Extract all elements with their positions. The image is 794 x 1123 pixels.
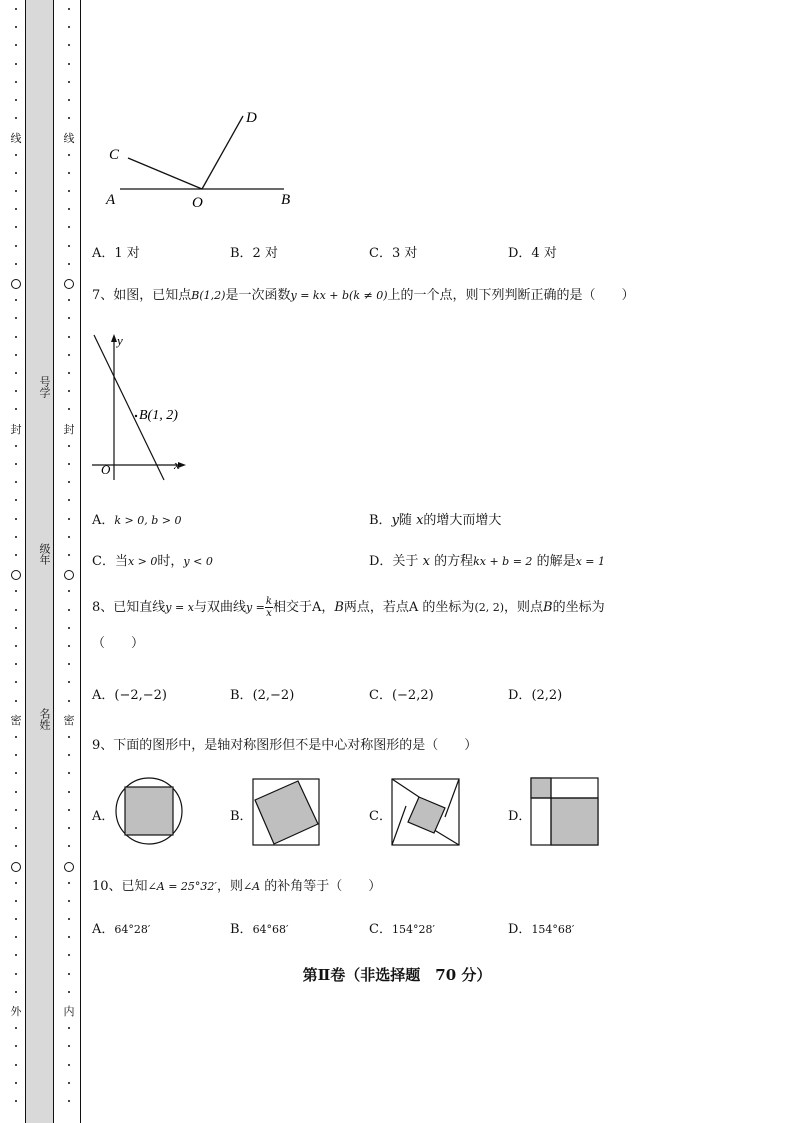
ray-oc: [128, 158, 202, 189]
margin-dot: [15, 1064, 17, 1066]
q10-text-b: ，则: [216, 879, 243, 894]
margin-dot: [15, 499, 17, 501]
margin-dot: [68, 408, 70, 410]
margin-char-inner-mi: 密: [63, 714, 75, 727]
margin-dot: [68, 809, 70, 811]
q7-number: 7、: [92, 288, 114, 303]
q8-option-b-label: B．: [230, 688, 253, 703]
margin-label-name: 名姓: [38, 708, 51, 730]
margin-dot: [68, 263, 70, 265]
label-c: C: [109, 147, 120, 163]
q7-option-b-mid: 随: [398, 513, 412, 528]
q9-figure-c: [391, 778, 461, 846]
q8-text-e: ，则点: [504, 600, 544, 615]
margin-label-student-number: 号学: [38, 376, 51, 398]
margin-dot: [15, 372, 17, 374]
q9-figure-a: [113, 776, 185, 846]
q7-option-b-x: x: [416, 513, 424, 528]
margin-dot: [15, 1100, 17, 1102]
margin-dot: [68, 845, 70, 847]
q7-option-d-tail: 的解是: [536, 554, 576, 569]
q9-option-d-label: D．: [508, 809, 532, 824]
q10-option-a-value: 64°28′: [114, 923, 151, 936]
margin-dot: [15, 481, 17, 483]
margin-border-left: [25, 0, 26, 1123]
margin-dot: [68, 1082, 70, 1084]
margin-dot: [15, 1082, 17, 1084]
margin-dot: [68, 627, 70, 629]
margin-char-outer-mi: 密: [10, 714, 22, 727]
margin-circle: [11, 570, 21, 580]
q7-option-d-mid: 的方程: [434, 554, 474, 569]
margin-circle: [11, 279, 21, 289]
margin-dot: [15, 536, 17, 538]
q7-option-c-math1: x > 0: [127, 555, 158, 568]
inner-dot-column: [62, 0, 76, 1123]
q8-text-d: 两点，若点A 的坐标为: [343, 600, 475, 615]
q9-figure-b: [252, 778, 322, 846]
q10-option-d-value: 154°68′: [531, 923, 575, 936]
margin-border-right: [80, 0, 81, 1123]
margin-dot: [68, 954, 70, 956]
q10-angle: ∠A = 25°32′: [147, 880, 217, 893]
margin-dot: [15, 190, 17, 192]
margin-dot: [15, 445, 17, 447]
margin-dot: [68, 791, 70, 793]
q7-option-d-x: x: [422, 554, 430, 569]
margin-dot: [15, 390, 17, 392]
margin-dot: [15, 26, 17, 28]
margin-dot: [15, 754, 17, 756]
margin-dot: [68, 1100, 70, 1102]
margin-dot: [68, 936, 70, 938]
ray-od: [202, 116, 243, 189]
margin-char-inner-nei: 内: [63, 1005, 75, 1018]
margin-dot: [68, 554, 70, 556]
margin-dot: [68, 590, 70, 592]
margin-dot: [68, 245, 70, 247]
q8-line: y = x: [165, 601, 194, 614]
q8-text-f: 的坐标为: [552, 600, 605, 615]
margin-dot: [68, 372, 70, 374]
q9-option-c-label: C．: [369, 809, 392, 824]
margin-dot: [15, 245, 17, 247]
q8-fraction-den: x: [266, 608, 272, 619]
q10-option-c-label: C．: [369, 922, 392, 937]
margin-dot: [15, 299, 17, 301]
q9-stem: 9、下面的图形中，是轴对称图形但不是中心对称图形的是（ ）: [92, 738, 478, 753]
margin-dot: [15, 1027, 17, 1029]
q10-option-b-label: B．: [230, 922, 253, 937]
margin-dot: [68, 1064, 70, 1066]
margin-char-inner-xian: 线: [63, 132, 75, 145]
q10-option-c-value: 154°28′: [391, 923, 435, 936]
q8-option-c-value: (−2,2): [391, 688, 434, 703]
margin-dot: [15, 590, 17, 592]
q7-option-b-tail: 的增大而增大: [423, 513, 502, 528]
q8-option-c-label: C．: [369, 688, 392, 703]
margin-dot: [15, 44, 17, 46]
q7-option-d-label: D．关于: [369, 554, 419, 569]
q10-option-d-label: D．: [508, 922, 532, 937]
margin-dot: [15, 827, 17, 829]
q9-option-a-label: A．: [92, 809, 115, 824]
angle-figure: [98, 104, 308, 214]
q10-option-d: [508, 918, 574, 937]
q8-option-b: [230, 684, 294, 703]
q6-option-a: A．1 对: [92, 246, 140, 261]
margin-dot: [15, 627, 17, 629]
q10-option-a-label: A．: [92, 922, 115, 937]
margin-dot: [15, 1045, 17, 1047]
margin-dot: [15, 882, 17, 884]
margin-circle: [64, 570, 74, 580]
margin-dot: [15, 772, 17, 774]
margin-dot: [15, 172, 17, 174]
margin-dot: [68, 991, 70, 993]
graph-x-label: x: [174, 457, 180, 472]
q8-option-d-value: (2,2): [531, 688, 563, 703]
q7-option-a-label: A．: [92, 513, 115, 528]
point-b: [135, 415, 137, 417]
margin-dot: [68, 645, 70, 647]
margin-dot: [15, 336, 17, 338]
margin-dot: [15, 918, 17, 920]
margin-dot: [15, 263, 17, 265]
margin-dot: [15, 226, 17, 228]
margin-dot: [15, 845, 17, 847]
margin-dot: [68, 609, 70, 611]
q7-option-d-eq: kx + b = 2: [473, 555, 533, 568]
margin-dot: [15, 408, 17, 410]
q8-option-d: [508, 684, 562, 703]
q10-stem: [92, 875, 381, 894]
margin-circle: [64, 279, 74, 289]
q7-option-c-math2: y < 0: [183, 555, 213, 568]
graph-origin-label: O: [101, 462, 111, 477]
margin-dot: [68, 117, 70, 119]
margin-dot: [15, 663, 17, 665]
margin-circle: [64, 862, 74, 872]
q8-option-a-value: (−2,−2): [114, 688, 167, 703]
margin-dot: [68, 1027, 70, 1029]
margin-dot: [15, 117, 17, 119]
margin-dot: [68, 8, 70, 10]
label-d: D: [246, 110, 257, 126]
margin-dot: [68, 354, 70, 356]
margin-dot: [68, 827, 70, 829]
margin-dot: [15, 354, 17, 356]
margin-dot: [15, 700, 17, 702]
q8-hyp-lhs: y =: [245, 601, 265, 614]
margin-dot: [15, 645, 17, 647]
q8-text-c: 相交于A，: [272, 600, 335, 615]
margin-dot: [68, 772, 70, 774]
q10-text-a: 已知: [121, 879, 148, 894]
margin-circle: [11, 862, 21, 872]
q7-option-b-label: B．: [369, 513, 392, 528]
outer-dot-column: [9, 0, 23, 1123]
margin-dot: [15, 809, 17, 811]
margin-dot: [68, 754, 70, 756]
margin-dot: [68, 190, 70, 192]
margin-dot: [68, 44, 70, 46]
margin-dot: [68, 226, 70, 228]
margin-border-mid: [53, 0, 54, 1123]
q7-text-b: 是一次函数: [225, 288, 291, 303]
margin-dot: [68, 481, 70, 483]
margin-dot: [15, 736, 17, 738]
q7-option-a: [92, 509, 182, 528]
q8-option-d-label: D．: [508, 688, 532, 703]
margin-dot: [68, 882, 70, 884]
margin-dot: [68, 918, 70, 920]
q8-text-b: 与双曲线: [193, 600, 246, 615]
q8-fraction: [265, 596, 273, 619]
q7-stem: [92, 284, 635, 303]
q8-option-b-value: (2,−2): [252, 688, 295, 703]
margin-dot: [68, 336, 70, 338]
graph-y-label: y: [117, 333, 123, 348]
margin-dot: [15, 954, 17, 956]
q8-option-a-label: A．: [92, 688, 115, 703]
label-b: B: [281, 192, 291, 208]
margin-dot: [15, 208, 17, 210]
margin-dot: [68, 26, 70, 28]
margin-dot: [15, 81, 17, 83]
q7-option-a-math: k > 0, b > 0: [114, 514, 182, 527]
q8-text-a: 已知直线: [113, 600, 166, 615]
margin-dot: [68, 317, 70, 319]
margin-dot: [15, 63, 17, 65]
margin-dot: [68, 172, 70, 174]
q8-b-letter2: B: [543, 600, 553, 615]
q8-paren: （ ）: [92, 636, 145, 651]
q10-text-c: 的补角等于（ ）: [264, 879, 382, 894]
margin-char-outer-wai: 外: [10, 1005, 22, 1018]
margin-char-inner-feng: 封: [63, 423, 75, 436]
margin-dot: [68, 154, 70, 156]
margin-dot: [15, 791, 17, 793]
q7-option-d-sol: x = 1: [575, 555, 605, 568]
q6-option-d: D．4 对: [508, 246, 557, 261]
margin-dot: [68, 518, 70, 520]
margin-char-outer-xian: 线: [10, 132, 22, 145]
q10-option-c: [369, 918, 435, 937]
margin-dot: [68, 63, 70, 65]
q7-option-c-label: C．当: [92, 554, 128, 569]
margin-dot: [68, 700, 70, 702]
q10-option-b: [230, 918, 289, 937]
q7-text-a: 如图，已知点: [113, 288, 192, 303]
graph-point-label: B(1, 2): [139, 408, 178, 423]
margin-dot: [15, 554, 17, 556]
margin-dot: [15, 463, 17, 465]
label-o: O: [192, 195, 203, 211]
margin-dot: [68, 445, 70, 447]
q8-option-a: [92, 684, 167, 703]
q10-option-a: [92, 918, 150, 937]
margin-dot: [68, 208, 70, 210]
section-title: 第Ⅱ卷（非选择题 70 分）: [302, 966, 492, 984]
margin-dot: [68, 663, 70, 665]
margin-dot: [68, 299, 70, 301]
margin-dot: [68, 99, 70, 101]
q6-option-b: B．2 对: [230, 246, 278, 261]
q10-number: 10、: [92, 879, 122, 894]
q7-graph: [88, 330, 198, 482]
margin-dot: [15, 936, 17, 938]
margin-dot: [68, 736, 70, 738]
margin-dot: [15, 518, 17, 520]
margin-dot: [15, 8, 17, 10]
margin-dot: [68, 81, 70, 83]
q7-option-d: [369, 550, 605, 569]
q8-b-letter: B: [334, 600, 344, 615]
margin-dot: [15, 991, 17, 993]
q9-option-b-label: B．: [230, 809, 253, 824]
margin-dot: [68, 681, 70, 683]
margin-dot: [68, 1045, 70, 1047]
margin-dot: [15, 681, 17, 683]
q7-option-c: [92, 550, 213, 569]
margin-dot: [68, 390, 70, 392]
margin-char-outer-feng: 封: [10, 423, 22, 436]
label-a: A: [106, 192, 116, 208]
margin-dot: [68, 499, 70, 501]
q8-stem: [92, 596, 605, 619]
margin-dot: [68, 900, 70, 902]
q9-figure-d: [530, 777, 600, 847]
margin-dot: [15, 900, 17, 902]
margin-dot: [15, 609, 17, 611]
margin-dot: [15, 99, 17, 101]
margin-dot: [68, 536, 70, 538]
q7-text-c: 上的一个点，则下列判断正确的是（ ）: [387, 288, 635, 303]
q8-number: 8、: [92, 600, 114, 615]
q10-angle2: ∠A: [242, 880, 261, 893]
margin-dot: [15, 154, 17, 156]
margin-dot: [15, 317, 17, 319]
q7-option-c-mid: 时，: [157, 554, 184, 569]
q7-func: y = kx + b(k ≠ 0): [290, 289, 388, 302]
q6-option-c: C．3 对: [369, 246, 418, 261]
margin-label-grade: 级年: [38, 543, 51, 565]
q7-option-b: [369, 509, 501, 528]
margin-dot: [68, 463, 70, 465]
q8-fraction-num: k: [265, 596, 272, 607]
q8-coord-a: (2, 2): [474, 601, 505, 614]
q8-option-c: [369, 684, 434, 703]
q7-option-b-y: y: [391, 513, 399, 528]
q7-point: B(1,2): [191, 289, 226, 302]
q10-option-b-value: 64°68′: [252, 923, 289, 936]
